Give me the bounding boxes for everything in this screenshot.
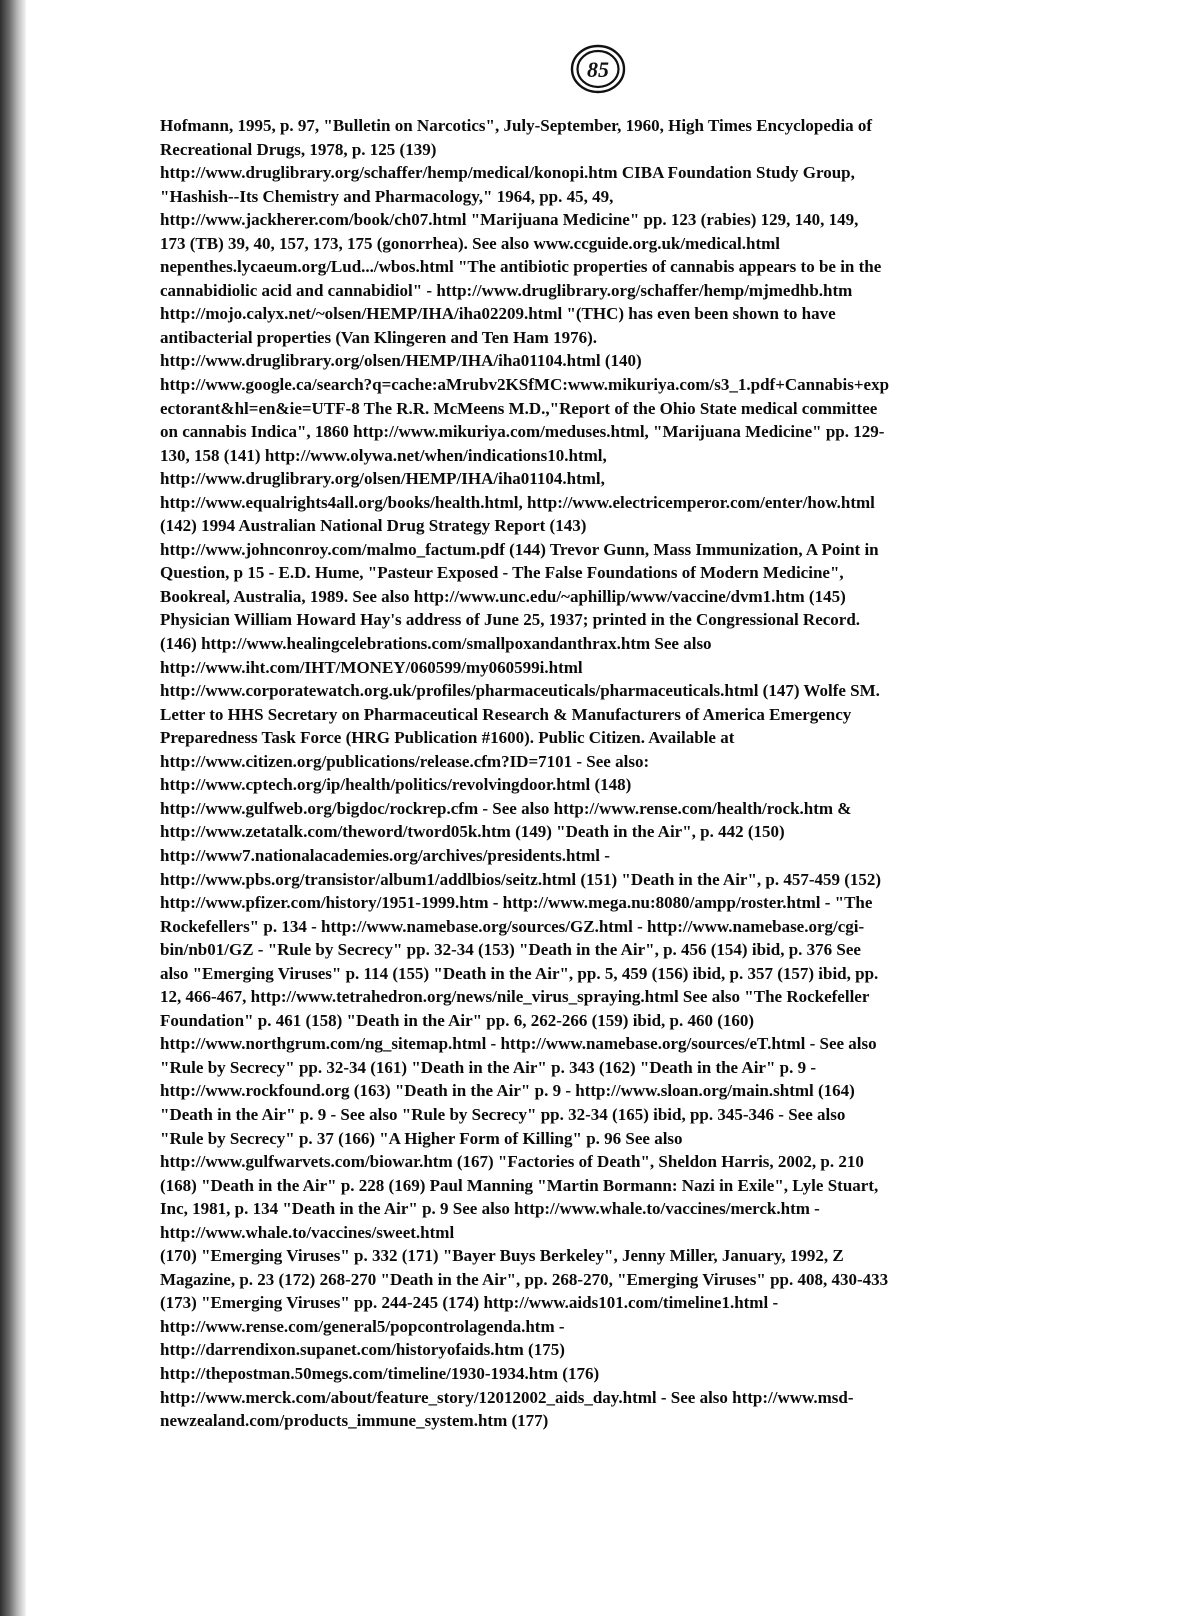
- reference-line: http://www.whale.to/vaccines/sweet.html: [160, 1222, 455, 1242]
- reference-line: antibacterial properties (Van Klingeren and Ten Ham 1976).: [160, 327, 597, 347]
- reference-line: also "Emerging Viruses" p. 114 (155) "Death in the Air", pp. 5, 459 (156) ibid, p. 357 (157) ibid, pp.: [160, 963, 879, 983]
- reference-line: http://www.druglibrary.org/schaffer/hemp/medical/konopi.htm CIBA Foundation Study Group,: [160, 163, 855, 183]
- reference-line: nepenthes.lycaeum.org/Lud.../wbos.html "The antibiotic properties of cannabis appears to be in the: [160, 257, 882, 277]
- reference-line: Physician William Howard Hay's address of June 25, 1937; printed in the Congressional Record.: [160, 610, 861, 630]
- reference-line: http://www.gulfweb.org/bigdoc/rockrep.cfm - See also http://www.rense.com/health/rock.htm &: [160, 798, 852, 818]
- reference-line: http://www.citizen.org/publications/release.cfm?ID=7101 - See also:: [160, 751, 650, 771]
- reference-line: "Rule by Secrecy" p. 37 (166) "A Higher Form of Killing" p. 96 See also: [160, 1128, 683, 1148]
- reference-line: Foundation" p. 461 (158) "Death in the Air" pp. 6, 262-266 (159) ibid, p. 460 (160): [160, 1010, 755, 1030]
- reference-line: ectorant&hl=en&ie=UTF-8 The R.R. McMeens M.D.,"Report of the Ohio State medical committee: [160, 398, 878, 418]
- reference-line: (170) "Emerging Viruses" p. 332 (171) "Bayer Buys Berkeley", Jenny Miller, January, 1992, Z: [160, 1246, 844, 1266]
- reference-line: (168) "Death in the Air" p. 228 (169) Paul Manning "Martin Bormann: Nazi in Exile", Lyle Stuart,: [160, 1175, 879, 1195]
- reference-line: http://www.pbs.org/transistor/album1/addlbios/seitz.html (151) "Death in the Air", p. 457-459 (152): [160, 869, 882, 889]
- reference-line: "Hashish--Its Chemistry and Pharmacology," 1964, pp. 45, 49,: [160, 186, 614, 206]
- reference-line: "Rule by Secrecy" pp. 32-34 (161) "Death in the Air" p. 343 (162) "Death in the Air" p. 9 -: [160, 1057, 817, 1077]
- reference-line: http://www.cptech.org/ip/health/politics/revolvingdoor.html (148): [160, 775, 632, 795]
- reference-line: Hofmann, 1995, p. 97, "Bulletin on Narcotics", July-September, 1960, High Times Encyclopedia of: [160, 116, 872, 135]
- reference-line: Letter to HHS Secretary on Pharmaceutical Research & Manufacturers of America Emergency: [160, 704, 852, 724]
- page-number-circle-icon: [568, 42, 628, 96]
- reference-line: Magazine, p. 23 (172) 268-270 "Death in the Air", pp. 268-270, "Emerging Viruses" pp. 408, 430-433: [160, 1269, 889, 1289]
- reference-line: http://www7.nationalacademies.org/archives/presidents.html -: [160, 845, 610, 865]
- reference-line: http://www.druglibrary.org/olsen/HEMP/IHA/iha01104.html (140): [160, 351, 642, 371]
- reference-line: http://www.iht.com/IHT/MONEY/060599/my060599i.html: [160, 657, 583, 677]
- reference-line: 173 (TB) 39, 40, 157, 173, 175 (gonorrhea). See also www.ccguide.org.uk/medical.html: [160, 233, 780, 253]
- reference-line: Question, p 15 - E.D. Hume, "Pasteur Exposed - The False Foundations of Modern Medicine",: [160, 563, 844, 583]
- reference-line: http://www.northgrum.com/ng_sitemap.html - http://www.namebase.org/sources/eT.html - See also: [160, 1034, 877, 1054]
- reference-line: http://www.rense.com/general5/popcontrolagenda.htm -: [160, 1316, 565, 1336]
- reference-line: http://www.equalrights4all.org/books/health.html, http://www.electricemperor.com/enter/how.html: [160, 492, 875, 512]
- page-number: 85: [587, 57, 609, 82]
- reference-line: http://www.johnconroy.com/malmo_factum.pdf (144) Trevor Gunn, Mass Immunization, A Point in: [160, 539, 879, 559]
- scan-gutter-shadow: [0, 0, 26, 1616]
- reference-line: http://darrendixon.supanet.com/historyofaids.htm (175): [160, 1340, 565, 1360]
- reference-line: Bookreal, Australia, 1989. See also http://www.unc.edu/~aphillip/www/vaccine/dvm1.htm (145): [160, 586, 846, 606]
- reference-line: on cannabis Indica", 1860 http://www.mikuriya.com/meduses.html, "Marijuana Medicine" pp. 129-: [160, 422, 885, 442]
- reference-line: (146) http://www.healingcelebrations.com/smallpoxandanthrax.htm See also: [160, 634, 712, 654]
- reference-line: http://www.merck.com/about/feature_story/12012002_aids_day.html - See also http://www.msd-: [160, 1387, 854, 1407]
- reference-line: 130, 158 (141) http://www.olywa.net/when/indications10.html,: [160, 445, 607, 465]
- reference-line: http://www.zetatalk.com/theword/tword05k.htm (149) "Death in the Air", p. 442 (150): [160, 822, 785, 842]
- reference-line: (173) "Emerging Viruses" pp. 244-245 (174) http://www.aids101.com/timeline1.html -: [160, 1293, 779, 1313]
- reference-line: http://thepostman.50megs.com/timeline/1930-1934.htm (176): [160, 1363, 600, 1383]
- reference-line: Rockefellers" p. 134 - http://www.namebase.org/sources/GZ.html - http://www.namebase.org/cgi-: [160, 916, 865, 936]
- reference-line: http://www.jackherer.com/book/ch07.html "Marijuana Medicine" pp. 123 (rabies) 129, 140, 149,: [160, 210, 859, 230]
- reference-line: Preparedness Task Force (HRG Publication #1600). Public Citizen. Available at: [160, 728, 735, 748]
- reference-line: "Death in the Air" p. 9 - See also "Rule by Secrecy" pp. 32-34 (165) ibid, pp. 345-346 - See also: [160, 1104, 846, 1124]
- reference-line: cannabidiolic acid and cannabidiol" - http://www.druglibrary.org/schaffer/hemp/mjmedhb.htm: [160, 280, 853, 300]
- footnote-references-text: [160, 114, 1060, 1433]
- reference-line: newzealand.com/products_immune_system.htm (177): [160, 1411, 549, 1431]
- reference-line: http://www.corporatewatch.org.uk/profiles/pharmaceuticals/pharmaceuticals.html (147) Wolfe SM.: [160, 681, 880, 701]
- reference-line: http://www.rockfound.org (163) "Death in the Air" p. 9 - http://www.sloan.org/main.shtml (164): [160, 1081, 855, 1101]
- reference-line: http://mojo.calyx.net/~olsen/HEMP/IHA/iha02209.html "(THC) has even been shown to have: [160, 304, 836, 324]
- reference-line: 12, 466-467, http://www.tetrahedron.org/news/nile_virus_spraying.html See also "The Rockefeller: [160, 987, 870, 1007]
- reference-line: http://www.druglibrary.org/olsen/HEMP/IHA/iha01104.html,: [160, 469, 605, 489]
- page-number-stamp: [568, 42, 628, 96]
- reference-line: http://www.google.ca/search?q=cache:aMrubv2KSfMC:www.mikuriya.com/s3_1.pdf+Cannabis+exp: [160, 375, 890, 395]
- reference-line: http://www.gulfwarvets.com/biowar.htm (167) "Factories of Death", Sheldon Harris, 2002, p. 210: [160, 1152, 864, 1172]
- reference-line: (142) 1994 Australian National Drug Strategy Report (143): [160, 516, 587, 536]
- reference-line: Inc, 1981, p. 134 "Death in the Air" p. 9 See also http://www.whale.to/vaccines/merck.htm -: [160, 1199, 820, 1219]
- reference-line: http://www.pfizer.com/history/1951-1999.htm - http://www.mega.nu:8080/ampp/roster.html - "The: [160, 893, 873, 913]
- reference-line: bin/nb01/GZ - "Rule by Secrecy" pp. 32-34 (153) "Death in the Air", p. 456 (154) ibid, p. 376 See: [160, 940, 861, 960]
- reference-line: Recreational Drugs, 1978, p. 125 (139): [160, 139, 437, 159]
